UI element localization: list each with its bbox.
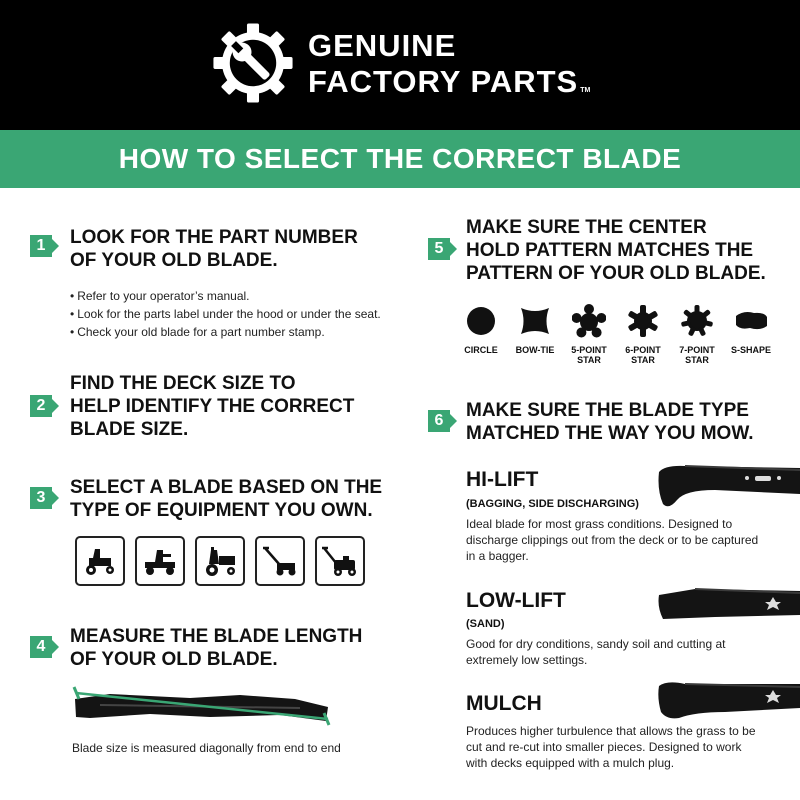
step-4-heading [70, 625, 362, 671]
blade-type-title: LOW-LIFT [466, 589, 566, 612]
pattern-label-6-point: 6-POINT STAR [625, 345, 661, 365]
seven-point-star-hole-icon [680, 304, 714, 338]
push-mower-icon [255, 536, 305, 586]
step-3-line: TYPE OF EQUIPMENT YOU OWN. [70, 500, 373, 521]
brand-line-1: GENUINE [308, 28, 457, 63]
header [0, 0, 800, 130]
riding-mower-icon [75, 536, 125, 586]
mulch-blade-image [655, 678, 800, 720]
hi-lift-blade-image [655, 460, 800, 512]
step-2-badge: 2 [30, 395, 52, 417]
pattern-label-5-point: 5-POINT STAR [571, 345, 607, 365]
blade-type-subtitle: (SAND) [466, 618, 505, 630]
circle-hole-icon [464, 304, 498, 338]
step-1-line: LOOK FOR THE PART NUMBER [70, 227, 358, 248]
step-5-line: PATTERN OF YOUR OLD BLADE. [466, 263, 766, 284]
step-5-badge: 5 [428, 238, 450, 260]
step-3-heading [70, 476, 382, 522]
step-2-line: HELP IDENTIFY THE CORRECT [70, 396, 355, 417]
step-1-bullets [70, 287, 381, 341]
zero-turn-mower-icon [135, 536, 185, 586]
bullet-item: • Refer to your operator’s manual. [70, 287, 381, 305]
bow-tie-hole-icon [518, 304, 552, 338]
step-2-heading [70, 372, 354, 441]
brand-line-2: FACTORY PARTS [308, 64, 579, 99]
step-5-line: MAKE SURE THE CENTER [466, 217, 707, 238]
blade-type-description: Produces higher turbulence that allows the grass to be cut and re-cut into smaller pieces. Designed to work with decks equipped with a mulch plug. [466, 724, 756, 770]
step-5-heading [466, 216, 766, 285]
step-1-line: OF YOUR OLD BLADE. [70, 250, 278, 271]
blade-type-title: HI-LIFT [466, 468, 539, 491]
step-5-line: HOLD PATTERN MATCHES THE [466, 240, 754, 261]
lawn-tractor-icon [195, 536, 245, 586]
gear-wrench-icon [210, 20, 296, 106]
blade-type-subtitle: (BAGGING, SIDE DISCHARGING) [466, 498, 639, 510]
brand-name [308, 28, 590, 109]
pattern-label-7-point: 7-POINT STAR [679, 345, 715, 365]
step-6-line: MAKE SURE THE BLADE TYPE [466, 400, 749, 421]
step-1-badge: 1 [30, 235, 52, 257]
self-propelled-mower-icon [315, 536, 365, 586]
bullet-item: • Look for the parts label under the hood or under the seat. [70, 305, 381, 323]
step-4-line: MEASURE THE BLADE LENGTH [70, 626, 363, 647]
blade-type-title: MULCH [466, 692, 542, 715]
bullet-item: • Check your old blade for a part number stamp. [70, 323, 381, 341]
step-3-badge: 3 [30, 487, 52, 509]
page-title: HOW TO SELECT THE CORRECT BLADE [0, 130, 800, 188]
s-shape-hole-icon [734, 304, 768, 338]
step-6-heading [466, 399, 754, 445]
blade-measure-illustration [70, 683, 335, 731]
pattern-label-bow-tie: BOW-TIE [515, 345, 555, 355]
five-point-star-hole-icon [572, 304, 606, 338]
trademark: TM [580, 87, 591, 94]
step-4-badge: 4 [30, 636, 52, 658]
step-1-heading [70, 226, 358, 272]
six-point-star-hole-icon [626, 304, 660, 338]
step-6-badge: 6 [428, 410, 450, 432]
step-2-line: FIND THE DECK SIZE TO [70, 373, 296, 394]
blade-type-description: Good for dry conditions, sandy soil and cutting at extremely low settings. [466, 637, 726, 667]
step-3-line: SELECT A BLADE BASED ON THE [70, 477, 383, 498]
blade-measure-caption: Blade size is measured diagonally from end to end [72, 741, 341, 755]
low-lift-blade-image [655, 585, 800, 625]
step-6-line: MATCHED THE WAY YOU MOW. [466, 423, 754, 444]
pattern-label-s-shape: S-SHAPE [730, 345, 771, 355]
step-4-line: OF YOUR OLD BLADE. [70, 649, 278, 670]
blade-type-description: Ideal blade for most grass conditions. Designed to discharge clippings out from the deck or to be captured in a bagger. [466, 517, 759, 563]
step-2-line: BLADE SIZE. [70, 419, 189, 440]
pattern-label-circle: CIRCLE [464, 345, 498, 355]
